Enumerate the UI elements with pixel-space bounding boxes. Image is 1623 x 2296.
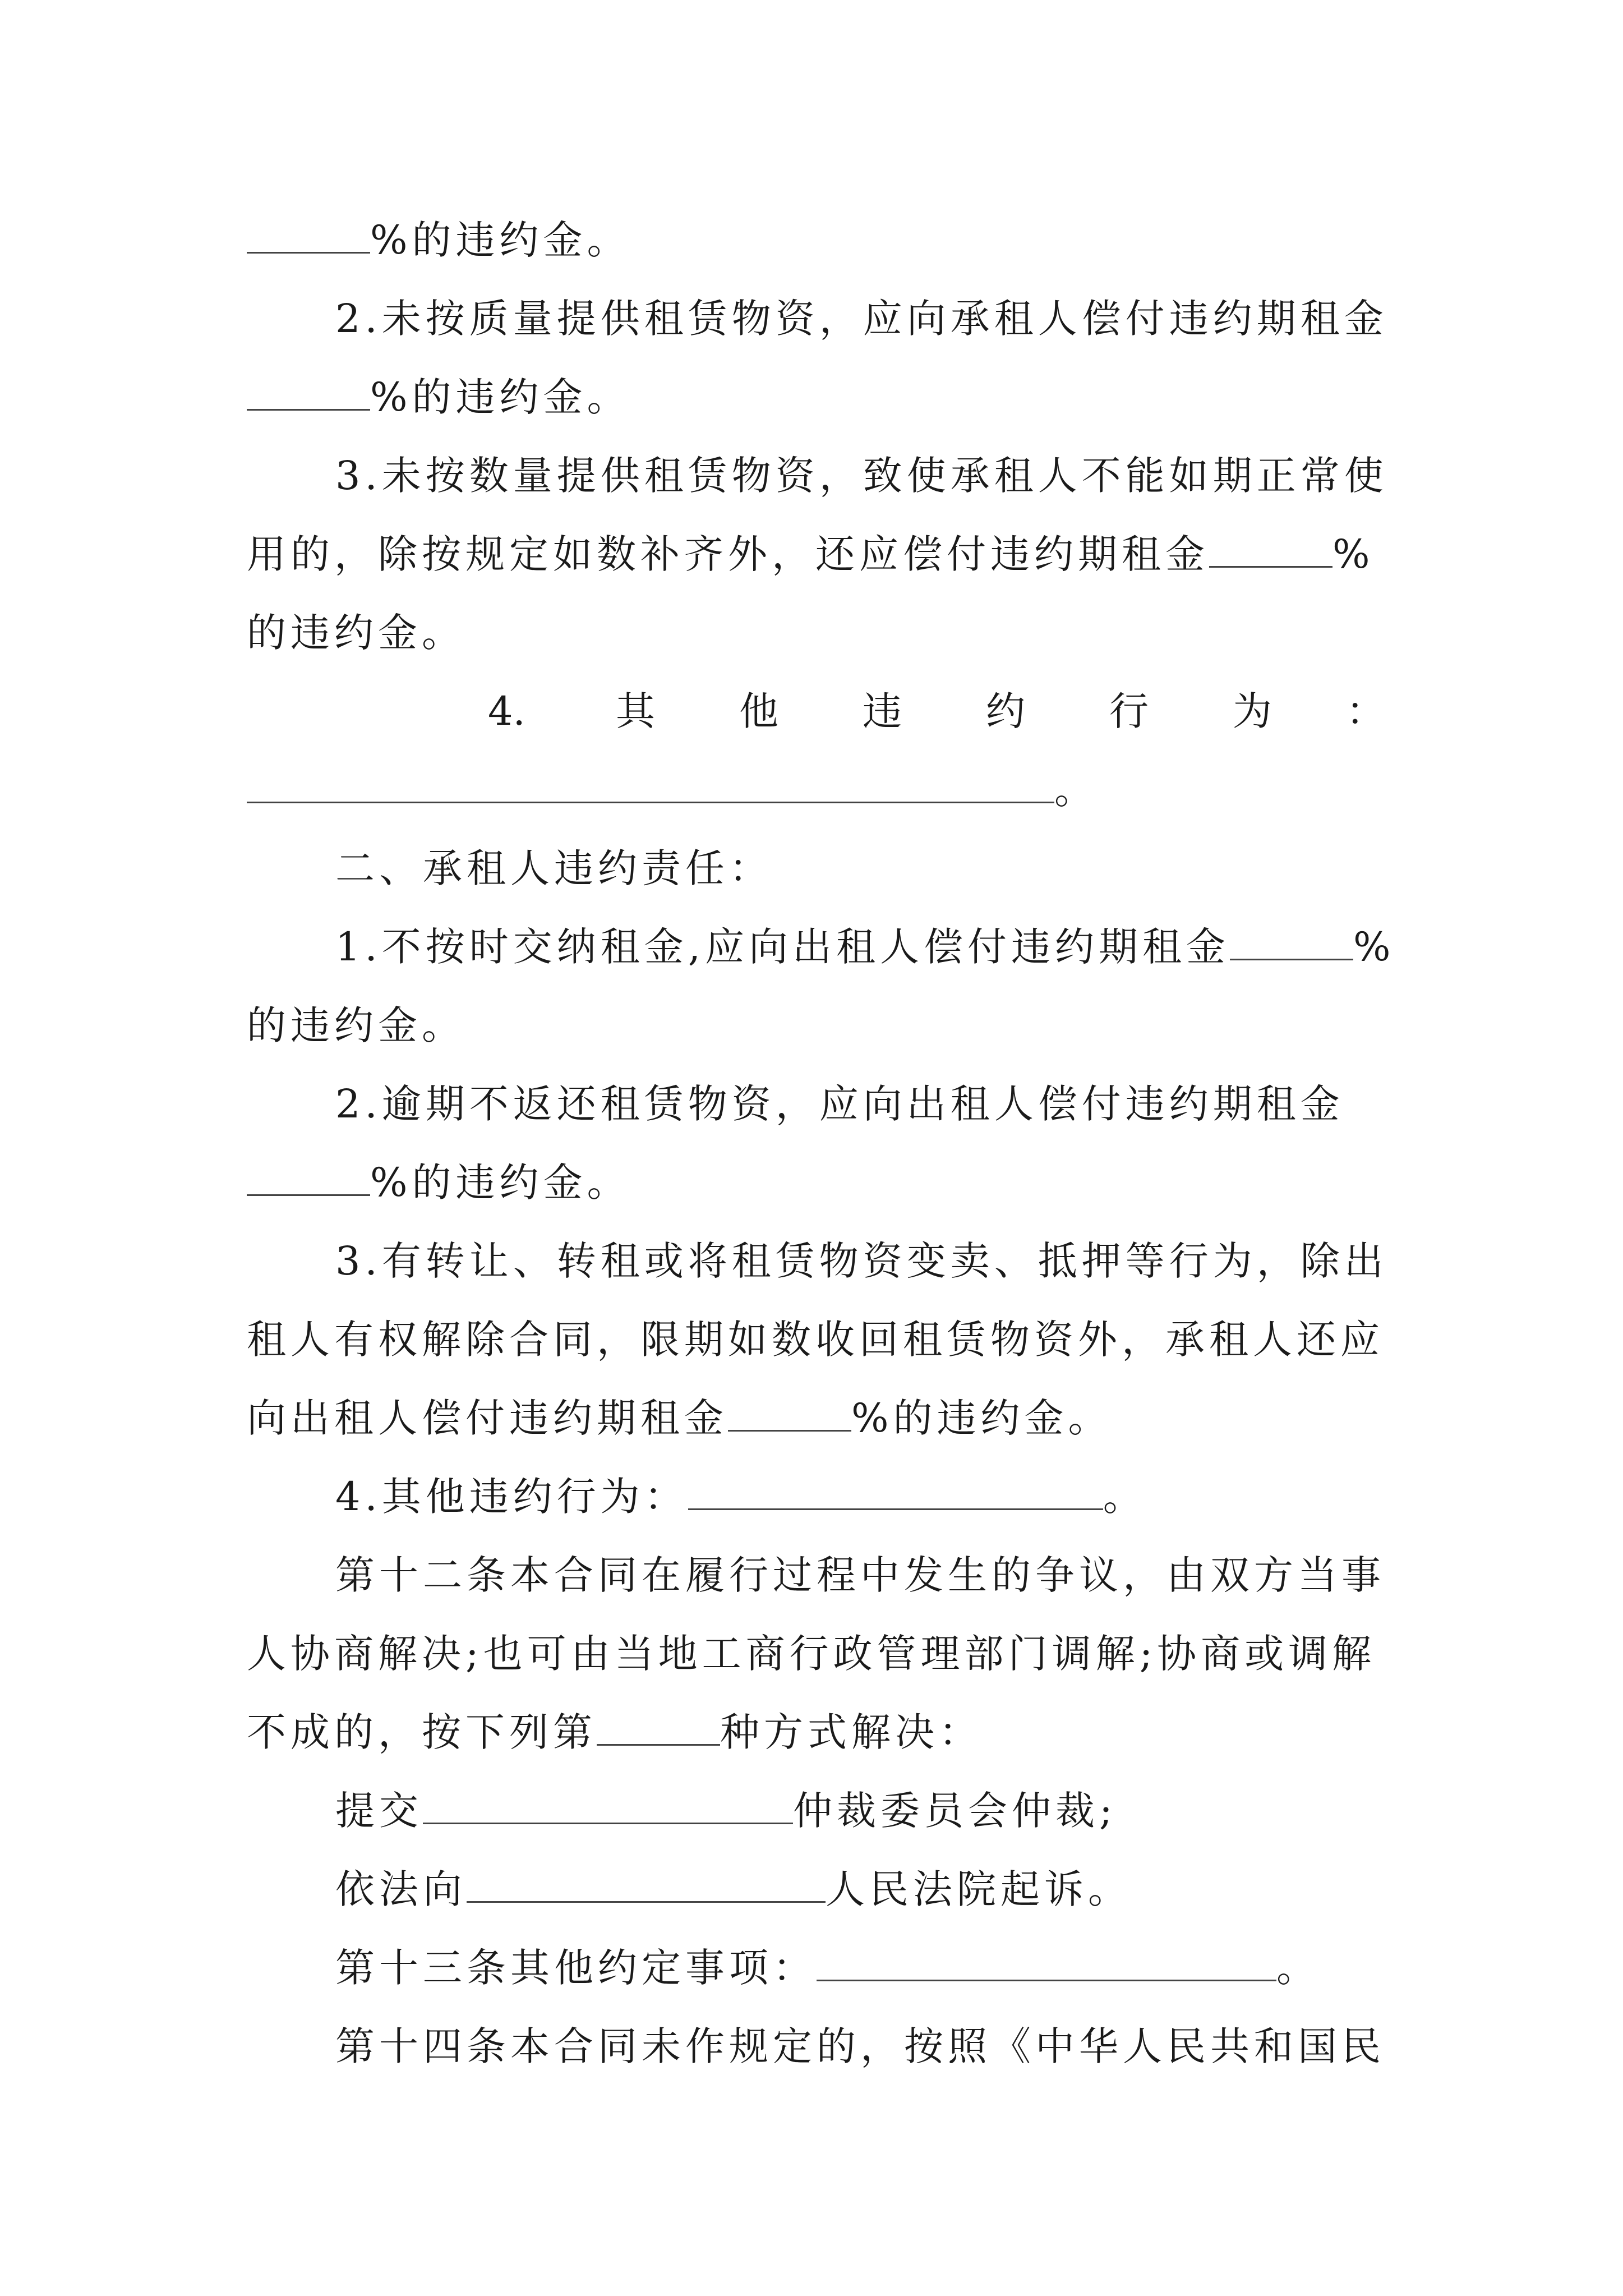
text-line-20	[247, 1704, 983, 1760]
text-line-15	[247, 1312, 1384, 1368]
fill-blank	[247, 768, 1054, 803]
line-text: 向出租人偿付违约期租金	[247, 1395, 728, 1441]
line-text: %的违约金。	[370, 374, 631, 420]
fill-blank	[728, 1396, 851, 1432]
line-text: %	[1353, 924, 1395, 970]
line-text: 用的，除按规定如数补齐外，还应偿付违约期租金	[247, 531, 1209, 577]
text-line-14	[335, 1233, 1388, 1289]
line-text: 仲裁委员会仲裁;	[793, 1788, 1117, 1834]
line-text: 3.有转让、转租或将租赁物资变卖、抵押等行为，除出	[335, 1238, 1388, 1284]
line-text: %的违约金。	[851, 1395, 1112, 1441]
line-text: 不成的，按下列第	[247, 1709, 597, 1755]
fill-blank	[1209, 532, 1332, 568]
line-text: 2.逾期不返还租赁物资，应向出租人偿付违约期租金	[335, 1081, 1344, 1127]
text-line-4	[335, 448, 1388, 504]
text-line-1	[247, 212, 631, 268]
line-text: 二、承租人违约责任：	[335, 845, 773, 891]
fill-blank	[247, 1161, 370, 1196]
line-text: 第十四条本合同未作规定的，按照《中华人民共和国民	[335, 2023, 1385, 2069]
text-line-13	[247, 1154, 631, 1211]
line-text: 。	[1103, 1474, 1147, 1520]
text-line-21	[335, 1783, 1117, 1839]
line-text: 其	[616, 688, 655, 734]
fill-blank	[1230, 925, 1353, 960]
text-line-12	[335, 1076, 1344, 1132]
line-text: 的违约金。	[247, 1002, 465, 1048]
line-text: 违	[863, 688, 902, 734]
line-text: 4.	[488, 688, 525, 734]
line-text: 。	[1276, 1945, 1320, 1991]
text-line-18	[335, 1547, 1385, 1603]
text-line-11	[247, 997, 465, 1053]
line-text: 。	[1054, 767, 1098, 813]
line-text: 依法向	[335, 1866, 467, 1912]
text-line-5	[247, 526, 1375, 582]
fill-blank	[597, 1710, 720, 1746]
line-text: 3.未按数量提供租赁物资，致使承租人不能如期正常使	[335, 453, 1388, 499]
line-text: 人协商解决;也可由当地工商行政管理部门调解;协商或调解	[247, 1631, 1376, 1677]
line-text: 他	[739, 688, 778, 734]
line-text: 约	[986, 688, 1025, 734]
text-line-16	[247, 1390, 1112, 1446]
line-text: 的违约金。	[247, 610, 465, 656]
line-text: 4.其他违约行为：	[335, 1474, 688, 1520]
text-line-23	[335, 1940, 1320, 1996]
line-text: %	[1332, 531, 1375, 577]
fill-blank	[688, 1475, 1103, 1510]
text-line-8	[247, 762, 1098, 818]
line-text: 提交	[335, 1788, 423, 1834]
line-text: 第十二条本合同在履行过程中发生的争议，由双方当事	[335, 1552, 1385, 1598]
text-line-2	[335, 291, 1388, 347]
section-heading	[335, 840, 773, 896]
text-line-24	[335, 2018, 1385, 2074]
line-text: 2.未按质量提供租赁物资，应向承租人偿付违约期租金	[335, 296, 1388, 342]
text-line-6	[247, 605, 465, 661]
line-text: 行	[1109, 688, 1149, 734]
text-line-3	[247, 369, 631, 425]
line-text: %的违约金。	[370, 217, 631, 263]
line-text: ：	[1346, 688, 1385, 734]
text-line-17	[335, 1469, 1147, 1525]
fill-blank	[817, 1946, 1276, 1981]
text-line-19	[247, 1626, 1376, 1682]
line-text: 1.不按时交纳租金,应向出租人偿付违约期租金	[335, 924, 1230, 970]
text-line-10	[335, 919, 1395, 975]
text-line-22	[335, 1861, 1132, 1917]
fill-blank	[247, 375, 370, 411]
line-text: 第十三条其他约定事项：	[335, 1945, 817, 1991]
fill-blank	[467, 1867, 826, 1903]
fill-blank	[423, 1789, 793, 1824]
line-text: 种方式解决：	[720, 1709, 983, 1755]
line-text: 租人有权解除合同，限期如数收回租赁物资外，承租人还应	[247, 1317, 1384, 1363]
line-text: 为	[1233, 688, 1272, 734]
fill-blank	[247, 218, 370, 254]
line-text: %的违约金。	[370, 1159, 631, 1205]
line-text: 人民法院起诉。	[826, 1866, 1132, 1912]
